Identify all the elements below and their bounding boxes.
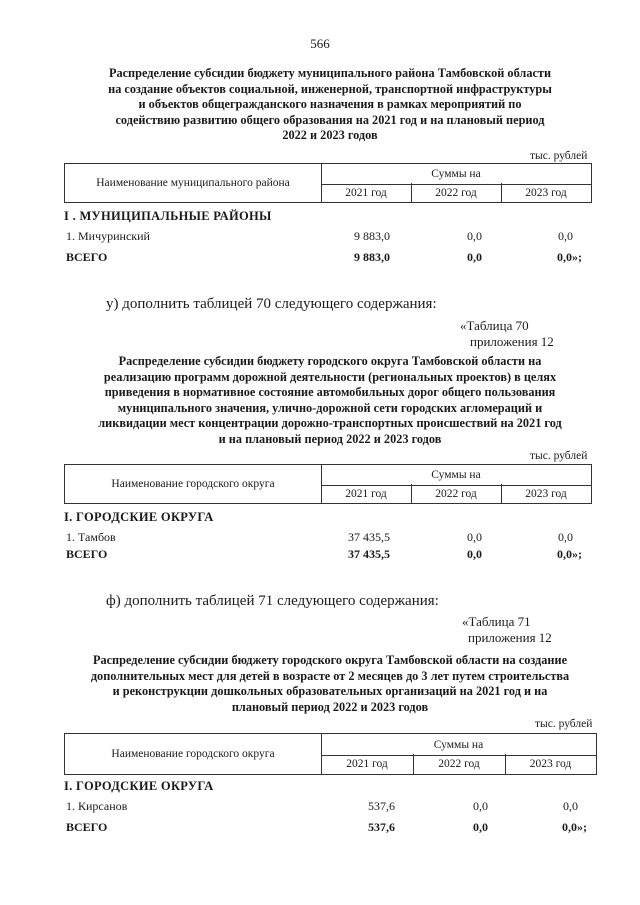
unit-label: тыс. рублей: [530, 450, 588, 462]
row-value: 0,0: [563, 799, 578, 813]
name-column-header: Наименование городского округа: [65, 734, 322, 774]
row-value: 37 435,5: [348, 530, 390, 544]
unit-label: тыс. рублей: [530, 150, 588, 162]
total-value: 37 435,5: [348, 547, 390, 561]
total-value: 0,0: [473, 820, 488, 834]
row-value: 0,0: [467, 530, 482, 544]
table-ref-line: приложения 12: [468, 630, 552, 645]
table-reference: [460, 318, 554, 350]
total-value: 9 883,0: [354, 250, 390, 264]
title-line: и объектов общегражданского назначения в рамках мероприятий по: [138, 97, 522, 111]
paragraph-intro: у) дополнить таблицей 70 следующего содержания:: [106, 296, 437, 312]
title-line: Распределение субсидии бюджету городского округа Тамбовской области на создание: [92, 653, 568, 667]
total-label: ВСЕГО: [66, 250, 108, 264]
title-line: и реконструкции дошкольных образовательных организаций на 2021 год и на: [112, 684, 548, 698]
year-header: 2021 год: [321, 484, 412, 503]
row-value: 0,0: [473, 799, 488, 813]
table-2-title: [60, 354, 600, 447]
section-heading: I. ГОРОДСКИЕ ОКРУГА: [64, 510, 214, 524]
name-column-header: Наименование муниципального района: [65, 164, 322, 202]
total-value: 0,0: [467, 250, 482, 264]
sums-header: Суммы на: [321, 734, 596, 756]
year-header: 2023 год: [525, 487, 567, 500]
title-line: реализацию программ дорожной деятельности (региональных проектов) в целях: [103, 369, 557, 384]
title-line: плановый период 2022 и 2023 годов: [231, 699, 429, 714]
title-line: 2022 и 2023 годов: [282, 128, 378, 142]
name-column-header: Наименование городского округа: [65, 465, 322, 503]
unit-label: тыс. рублей: [535, 718, 593, 730]
table-1-header: [64, 163, 592, 203]
title-line: Распределение субсидии бюджету муниципального района Тамбовской области: [108, 66, 552, 80]
title-line: приведения в нормативное состояние автомобильных дорог общего пользования: [104, 385, 556, 399]
total-label: ВСЕГО: [66, 820, 108, 834]
year-header: 2023 год: [525, 186, 567, 199]
row-value: 537,6: [368, 799, 395, 813]
table-ref-line: «Таблица 71: [462, 614, 531, 629]
year-header: 2022 год: [411, 183, 502, 202]
row-value: 0,0: [558, 229, 573, 243]
year-header: 2021 год: [321, 183, 412, 202]
row-name: 1. Кирсанов: [66, 799, 128, 813]
table-ref-line: «Таблица 70: [460, 318, 529, 333]
year-header: 2021 год: [321, 754, 414, 774]
row-name: 1. Тамбов: [66, 530, 116, 544]
total-label: ВСЕГО: [66, 547, 108, 561]
table-reference: [462, 614, 552, 646]
table-2-header: [64, 464, 592, 504]
row-value: 0,0: [558, 530, 573, 544]
table-3-title: [52, 653, 608, 715]
row-value: 9 883,0: [354, 229, 390, 243]
year-header: 2022 год: [413, 754, 506, 774]
total-value: 537,6: [368, 820, 395, 834]
total-value: 0,0»;: [557, 250, 582, 264]
table-ref-line: приложения 12: [470, 334, 554, 349]
title-line: и на плановый период 2022 и 2023 годов: [218, 431, 442, 446]
title-line: ликвидации мест концентрации дорожно-транспортных происшествий на 2021 год: [98, 416, 562, 430]
total-value: 0,0»;: [562, 820, 587, 834]
year-header: 2023 год: [529, 758, 572, 770]
sums-header: Суммы на: [321, 164, 591, 185]
section-heading: I. ГОРОДСКИЕ ОКРУГА: [64, 779, 214, 793]
total-value: 0,0: [467, 547, 482, 561]
page-number: 566: [310, 36, 330, 51]
title-line: на создание объектов социальной, инженерной, транспортной инфраструктуры: [108, 81, 552, 96]
paragraph-intro: ф) дополнить таблицей 71 следующего содержания:: [106, 593, 439, 609]
total-value: 0,0»;: [557, 547, 582, 561]
row-value: 0,0: [467, 229, 482, 243]
title-line: дополнительных мест для детей в возрасте от 2 месяцев до 3 лет путем строительства: [90, 668, 570, 683]
section-heading: I . МУНИЦИПАЛЬНЫЕ РАЙОНЫ: [64, 209, 272, 223]
table-3-header: [64, 733, 597, 775]
sums-header: Суммы на: [321, 465, 591, 486]
title-line: содействию развитию общего образования на 2021 год и на плановый период: [115, 112, 545, 127]
table-1-title: [60, 66, 600, 144]
title-line: Распределение субсидии бюджету городского округа Тамбовской области на: [118, 354, 542, 368]
year-header: 2022 год: [411, 484, 502, 503]
title-line: муниципального значения, улично-дорожной сети городских агломераций и: [117, 400, 543, 415]
row-name: 1. Мичуринский: [66, 229, 150, 243]
